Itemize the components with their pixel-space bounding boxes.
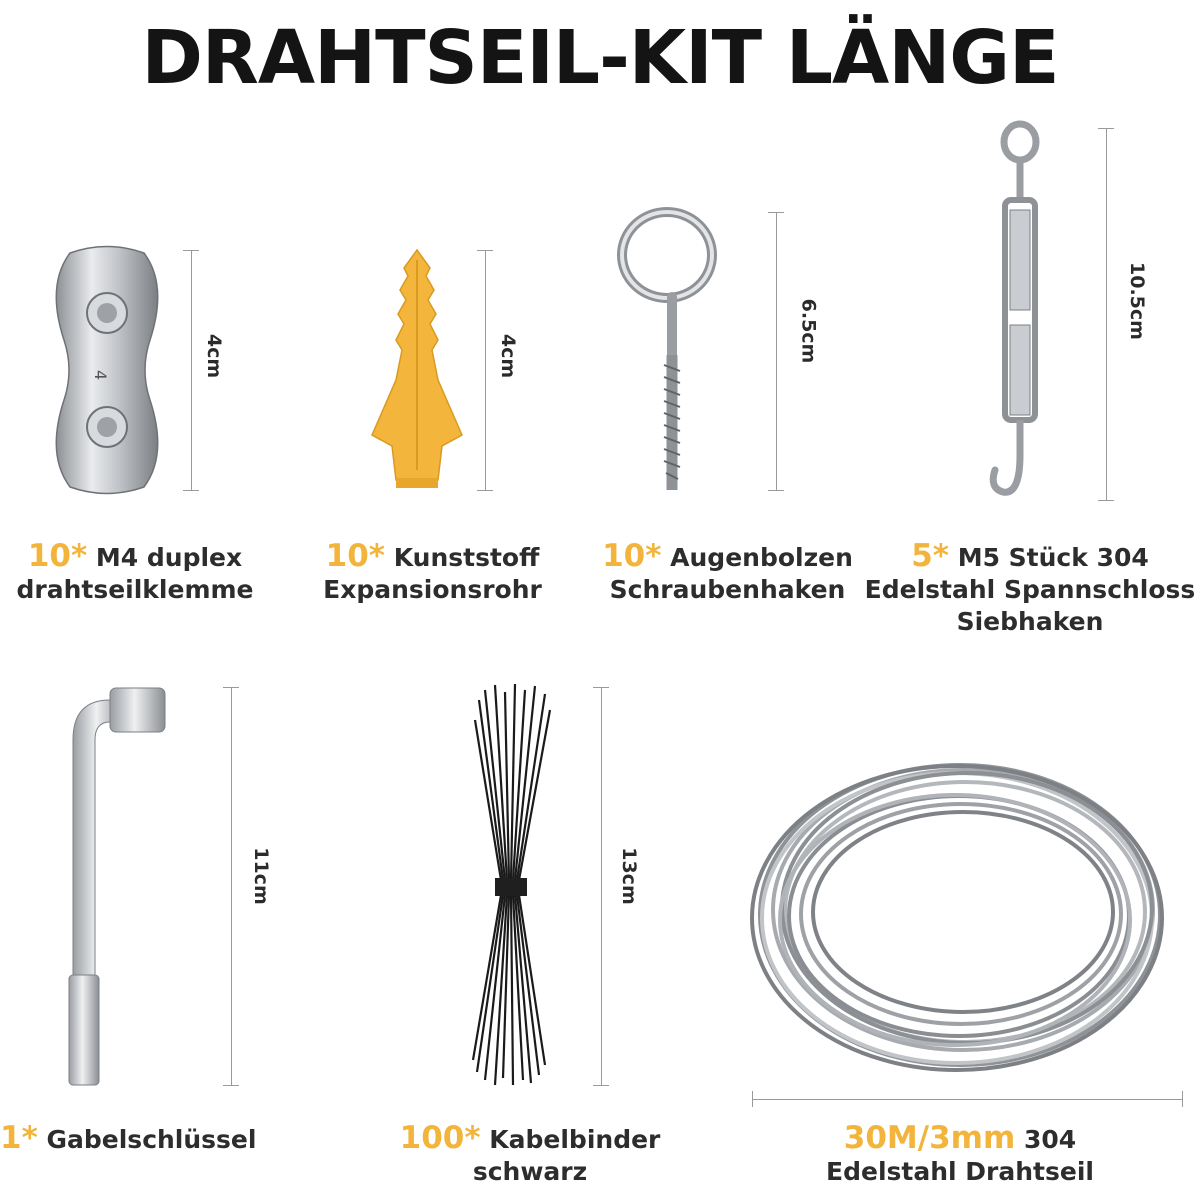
dimension-line-horizontal	[752, 1099, 1182, 1100]
label-line-1: M4 duplex	[95, 543, 243, 572]
dimension-line	[191, 250, 192, 490]
svg-text:4: 4	[91, 370, 110, 381]
label-line-3: Siebhaken	[956, 607, 1104, 636]
quantity: 5*	[911, 538, 949, 574]
label-line-2: Edelstahl Spannschloss	[864, 575, 1196, 604]
label-line-2: Expansionsrohr	[323, 575, 542, 604]
dim-cap-bottom	[223, 1085, 239, 1086]
quantity: 10*	[27, 538, 88, 574]
page-title: DRAHTSEIL-KIT LÄNGE	[141, 15, 1059, 101]
dimension-line	[601, 687, 602, 1085]
product-label	[790, 1122, 1130, 1188]
dimension-label: 4cm	[497, 333, 520, 379]
dimension-label: 11cm	[249, 847, 272, 905]
label-line-1: Augenbolzen	[670, 543, 853, 572]
label-line-2: schwarz	[472, 1157, 588, 1186]
duplex-clamp-image	[40, 245, 175, 495]
label-line-2: Schraubenhaken	[609, 575, 846, 604]
quantity: 30M/3mm	[843, 1120, 1016, 1156]
label-line-1: Kabelbinder	[489, 1125, 661, 1154]
dim-cap-bottom	[183, 490, 199, 491]
product-label	[0, 1122, 270, 1156]
dim-cap-bottom	[1098, 500, 1114, 501]
eye-screw-image	[612, 205, 727, 500]
product-label	[590, 540, 865, 606]
product-label	[860, 540, 1200, 638]
expansion-anchor-image	[372, 250, 462, 490]
l-wrench-image	[65, 680, 175, 1090]
label-line-1: Kunststoff	[393, 543, 540, 572]
quantity: 10*	[325, 538, 385, 574]
product-label	[300, 540, 565, 606]
dimension-label: 13cm	[617, 847, 640, 905]
dimension-line	[776, 212, 777, 490]
dim-cap-bottom	[477, 490, 493, 491]
label-line-1: 304	[1024, 1125, 1077, 1154]
wire-rope-coil-image	[745, 740, 1185, 1080]
product-label	[0, 540, 270, 606]
cable-ties-image	[465, 680, 555, 1090]
dimension-line	[1106, 128, 1107, 500]
label-line-2: Edelstahl Drahtseil	[826, 1157, 1094, 1186]
dimension-line	[231, 687, 232, 1085]
turnbuckle-image	[985, 120, 1055, 510]
label-line-1: Gabelschlüssel	[46, 1125, 257, 1154]
dim-cap-bottom	[593, 1085, 609, 1086]
dimension-label: 10.5cm	[1125, 262, 1148, 340]
dim-cap-bottom	[768, 490, 784, 491]
quantity: 10*	[602, 538, 662, 574]
quantity: 100*	[399, 1120, 481, 1156]
product-label	[380, 1122, 680, 1188]
dimension-label: 6.5cm	[797, 298, 820, 364]
dimension-label: 4cm	[203, 333, 226, 379]
dim-cap-right	[1182, 1091, 1184, 1107]
label-line-1: M5 Stück 304	[957, 543, 1149, 572]
quantity: 1*	[0, 1120, 38, 1156]
dimension-line	[485, 250, 486, 490]
label-line-2: drahtseilklemme	[16, 575, 254, 604]
